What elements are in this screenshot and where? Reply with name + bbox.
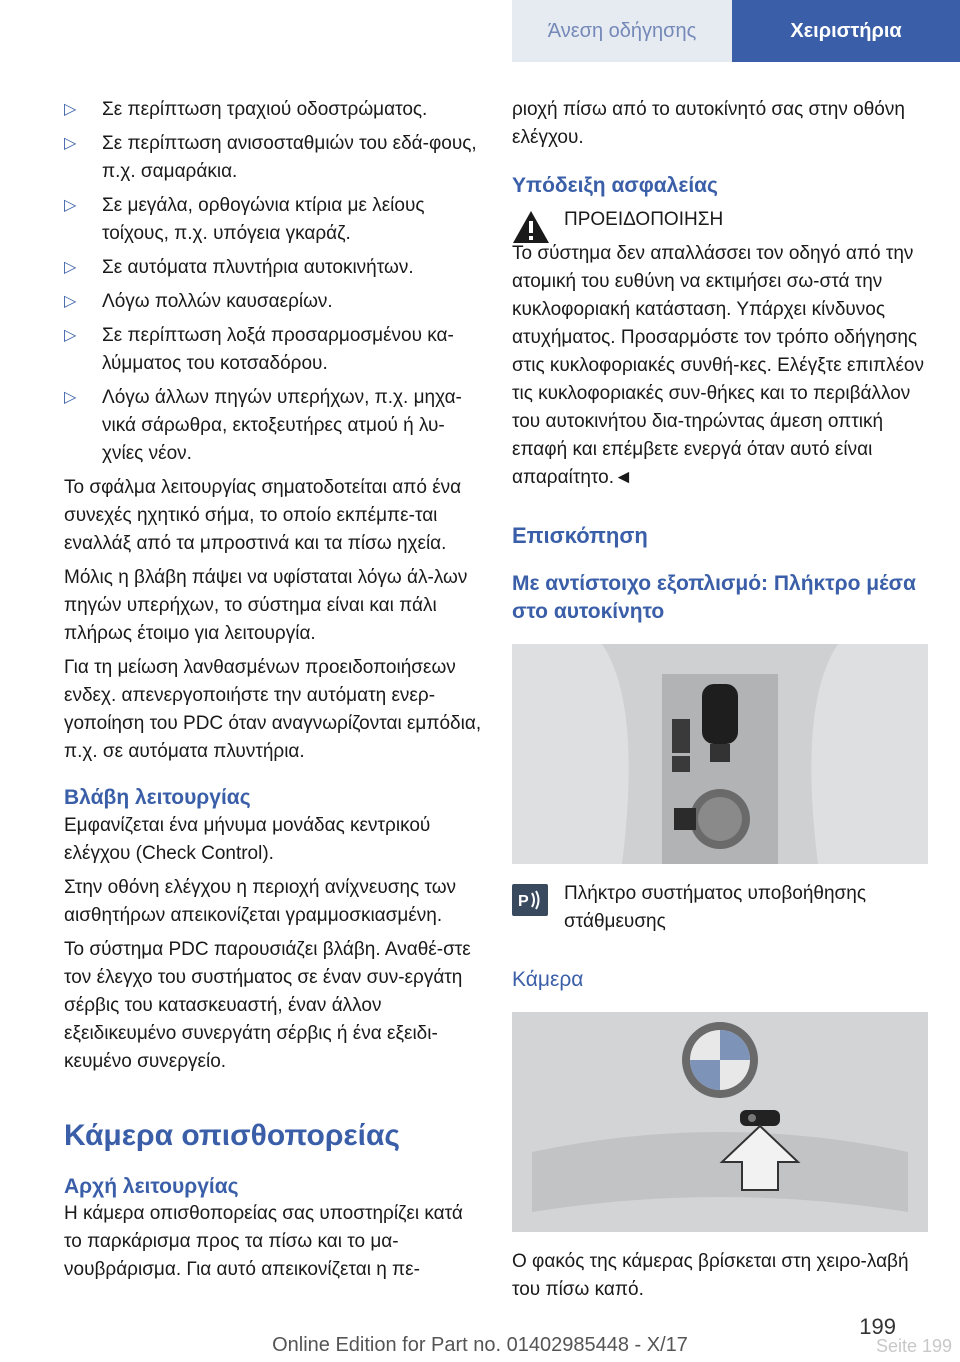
warning-block — [512, 206, 928, 234]
section-heading-safety: Υπόδειξη ασφαλείας — [512, 174, 718, 197]
right-column — [512, 96, 928, 1310]
list-item: ▷ Σε περίπτωση τραχιού οδοστρώματος. — [64, 96, 484, 124]
paragraph: Εμφανίζεται ένα μήνυμα μονάδας κεντρικού ελέγχου (Check Control). — [64, 815, 431, 864]
triangle-bullet-icon: ▷ — [64, 197, 77, 214]
triangle-bullet-icon: ▷ — [64, 293, 77, 310]
paragraph: Η κάμερα οπισθοπορείας σας υποστηρίζει κατά το παρκάρισμα προς τα πίσω και το μα-νουβράρισμα. Για αυτό απεικονίζεται η πε- — [64, 1203, 463, 1280]
triangle-bullet-icon: ▷ — [64, 327, 77, 344]
subsection-heading-button: Με αντίστοιχο εξοπλισμό: Πλήκτρο μέσα στο αυτοκίνητο — [512, 572, 916, 623]
list-item: ▷ Λόγω πολλών καυσαερίων. — [64, 288, 484, 316]
camera-location-image — [512, 1012, 928, 1232]
triangle-bullet-icon: ▷ — [64, 101, 77, 118]
paragraph: Στην οθόνη ελέγχου η περιοχή ανίχνευσης των αισθητήρων απεικονίζεται γραμμοσκιασμένη. — [64, 877, 457, 926]
watermark: Seite 199 — [875, 1336, 952, 1356]
triangle-bullet-icon: ▷ — [64, 389, 77, 406]
subsection-heading-camera: Κάμερα — [512, 968, 584, 991]
page-number: 199 — [859, 1314, 896, 1339]
header-section-tab: Άνεση οδήγησης — [512, 0, 732, 62]
chapter-heading-camera: Κάμερα οπισθοπορείας — [64, 1119, 401, 1152]
paragraph: Για τη μείωση λανθασμένων προειδοποιήσεων ενδεχ. απενεργοποιήστε την αυτόματη ενερ-γοποίηση του PDC όταν αναγνωρίζονται εμπόδια, π.χ. σε αυτόματα πλυντήρια. — [64, 657, 482, 762]
section-heading-principle: Αρχή λειτουργίας — [64, 1175, 239, 1198]
button-caption: P Πλήκτρο συστήματος υποβοήθησης στάθμευσης — [512, 880, 928, 936]
console-button-image — [512, 644, 928, 864]
edition-footer: Online Edition for Part no. 01402985448 - X/17 — [272, 1334, 688, 1356]
warning-icon — [512, 210, 550, 249]
triangle-bullet-icon: ▷ — [64, 135, 77, 152]
svg-text:P: P — [518, 893, 529, 910]
page-header — [512, 0, 960, 62]
left-column — [64, 96, 484, 1290]
warning-title: ΠΡΟΕΙΔΟΠΟΙΗΣΗ — [564, 209, 724, 230]
paragraph: Το σφάλμα λειτουργίας σηματοδοτείται από ένα συνεχές ηχητικό σήμα, το οποίο εκπέμπε-ται εναλλάξ από τα μπροστινά και τα πίσω ηχεία. — [64, 477, 462, 554]
camera-caption: Ο φακός της κάμερας βρίσκεται στη χειρο-λαβή του πίσω καπό. — [512, 1251, 909, 1300]
paragraph: Το σύστημα PDC παρουσιάζει βλάβη. Αναθέ-στε τον έλεγχο του συστήματος σε έναν συν-εργάτη σέρβις του κατασκευαστή, έναν άλλον εξειδικευμένο συνεργάτη σέρβις ή ένα εξειδι-κευμένο συνεργείο. — [64, 939, 471, 1072]
list-item: ▷ Σε μεγάλα, ορθογώνια κτίρια με λείους τοίχους, π.χ. υπόγεια γκαράζ. — [64, 192, 484, 248]
parking-assist-icon — [512, 884, 548, 916]
list-item: ▷ Σε αυτόματα πλυντήρια αυτοκινήτων. — [64, 254, 484, 282]
triangle-bullet-icon: ▷ — [64, 259, 77, 276]
header-chapter-tab: Χειριστήρια — [732, 0, 960, 62]
section-heading-overview: Επισκόπηση — [512, 523, 648, 548]
list-item: ▷ Λόγω άλλων πηγών υπερήχων, π.χ. μηχα-νικά σάρωθρα, εκτοξευτήρες ατμού ή λυ-χνίες νέον. — [64, 384, 484, 468]
paragraph: ριοχή πίσω από το αυτοκίνητό σας στην οθόνη ελέγχου. — [512, 99, 905, 148]
list-item: ▷ Σε περίπτωση ανισοσταθμιών του εδά-φους, π.χ. σαμαράκια. — [64, 130, 484, 186]
list-item: ▷ Σε περίπτωση λοξά προσαρμοσμένου κα-λύμματος του κοτσαδόρου. — [64, 322, 484, 378]
paragraph: Μόλις η βλάβη πάψει να υφίσταται λόγω άλ-λων πηγών υπερήχων, το σύστημα είναι και πάλι πλήρως έτοιμο για λειτουργία. — [64, 567, 468, 644]
warning-text: Το σύστημα δεν απαλλάσσει τον οδηγό από την ατομική του ευθύνη να εκτιμήσει σω-στά την κυκλοφοριακή κατάσταση. Υπάρχει κίνδυνος ατυχήματος. Προσαρμόστε τον τρόπο οδήγησης στις κυκλοφοριακές συνθή-κες. Ελέγξτε επιπλέον τις κυκλοφοριακές συν-θήκες και το περιβάλλον του αυτοκινήτου δια-τηρώντας άμεση οπτική επαφή και επέμβετε ενεργά όταν αυτό είναι απαραίτητο.◄ — [512, 243, 924, 488]
section-heading-fault: Βλάβη λειτουργίας — [64, 786, 251, 809]
